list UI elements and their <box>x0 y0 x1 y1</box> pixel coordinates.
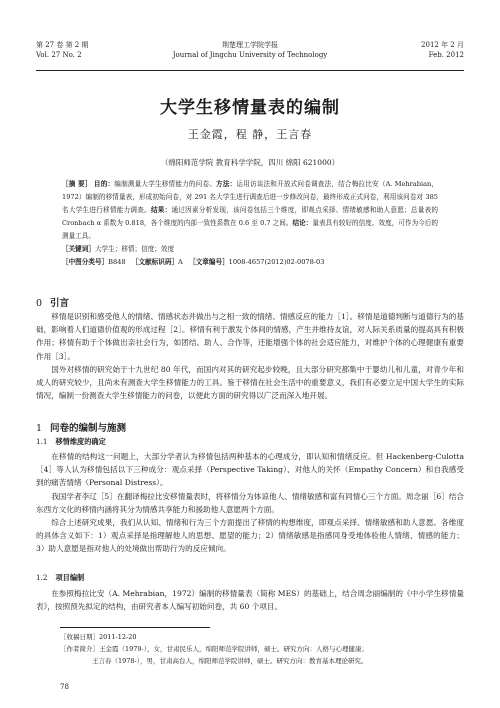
intro-paragraph-2: 国外对移情的研究始于十九世纪 80 年代，而国内对其的研究起步较晚，且大部分研究都集中于婴幼儿和儿童，对青少年和成人的研究较少，且尚未有测查大学生移情能力的工具。鉴于移情在社会生活中的重要意义，我们有必要立足中国大学生的实际情况，编制一份测查大学生移情能力的问卷，以便此方面的研究得以广泛而深入地开展。 <box>36 364 464 401</box>
method-paragraph-1: 在移情的结构这一问题上，大部分学者认为移情包括两种基本的心理成分，即认知和情绪反应。但 Hackenberg-Culotta［4］等人认为移情包括以下三种成分：观点采择（Perspective Taking）、对他人的关怀（Empathy Concern）和自我感受到的痛苦情绪（Personal Distress）。 <box>36 452 464 488</box>
footnote-author-1: ［作者简介］王金霞（1979-），女，甘肃民乐人，绵阳师范学院讲师，硕士。研究方向：人格与心理健康； <box>60 645 368 653</box>
author-affiliation: （绵阳师范学院 教育科学学院，四川 绵阳 621000） <box>160 158 340 167</box>
header-volume: 第 27 卷 第 2 期 Vol. 27 No. 2 <box>36 41 89 59</box>
method-paragraph-2: 我国学者李辽［5］在翻译梅拉比安移情量表时，将移情分为体谅他人、情绪敏感和富有同情心三个方面。周念丽［6］结合东西方文化的移情内涵将其分为情感共享能力和援助他人意愿两个方面。 <box>36 491 465 514</box>
section-heading-intro: 0 引言 <box>36 298 70 309</box>
method-body-2 <box>36 587 464 613</box>
footnote-received: ［收稿日期］2011-12-20 <box>60 633 137 641</box>
footnote-divider <box>60 627 210 628</box>
page-number: 78 <box>60 683 69 691</box>
intro-body <box>36 310 464 402</box>
footnotes <box>60 631 464 667</box>
method-body-1 <box>36 450 464 556</box>
keywords-line: ［关键词］大学生；移情；信度；效度 <box>62 245 175 253</box>
section-heading-method: 1 问卷的编制与施测 <box>36 423 127 434</box>
method-paragraph-4: 在参照梅拉比安（A. Mehrabian，1972）编制的移情量表（简称 MES）的基础上，结合周念丽编制的《中小学生移情量表》，按照预先拟定的结构，由研究者本人编写初始问卷，共 60 个项目。 <box>36 589 464 612</box>
header-journal: 荆楚理工学院学报 Journal of Jingchu University of Technology <box>172 41 328 59</box>
abstract-text: ［摘 要］ 目的：编制测量大学生移情能力的问卷。方法：运用访谈法和开放式问卷调查法，结合梅拉比安（A. Mehrabian，1972）编制的移情量表，形成初始问卷，对 291 名大学生进行调查后进一步修改问卷，最终形成正式问卷，利用该问卷对 385 名大学生进行移情能力调查。结果：通过因素分析发现，该问卷包括三个维度，即观点采择、情绪敏感和助人意愿；总量表的 Cronbach α 系数为 0.818，各个维度的内部一致性系数在 0.6 至 0.7 之间。结论：量表具有较好的信度、效度，可作为今后的测量工具。 <box>62 180 439 240</box>
subsection-heading-1-2: 1.2 项目编制 <box>36 573 85 582</box>
method-paragraph-3: 综合上述研究成果，我们从认知、情绪和行为三个方面提出了移情的构想维度，即观点采择、情绪敏感和助人意愿。各维度的具体含义如下：1）观点采择是指理解他人的思想、愿望的能力；2）情绪敏感是指感同身受地体验他人情绪、情感的能力；3）助人意愿是指对他人的处境做出帮助行为的反应倾向。 <box>36 518 464 554</box>
subsection-heading-1-1: 1.1 移情维度的确定 <box>36 437 106 446</box>
running-header <box>36 40 464 71</box>
footnote-author-2: 王言春（1978-），男，甘肃高台人，绵阳师范学院讲师，硕士。研究方向：教育基本理论研究。 <box>92 657 368 665</box>
classification-line: ［中图分类号］B848 ［文献标识码］A ［文章编号］1008-4657(2012)02-0078-03 <box>62 258 325 266</box>
abstract-block <box>62 178 438 269</box>
intro-paragraph-1: 移情是识别和感受他人的情绪、情感状态并做出与之相一致的情绪、情感反应的能力［1］。移情是道德判断与道德行为的基础，影响着人们道德价值观的形成过程［2］。移情有利于激发个体间的情感，产生并维持友谊，对人际关系质量的提高具有积极作用；移情有助于个体做出亲社会行为，如团结、助人、合作等，还能增强个体的社会适应能力，对维护个体的心理健康有重要作用［3］。 <box>36 312 464 361</box>
article-title: 大学生移情量表的编制 <box>160 98 340 118</box>
article-authors: 王金霞，程 静，王言春 <box>187 128 313 141</box>
header-date: 2012 年 2 月 Feb. 2012 <box>421 41 464 59</box>
